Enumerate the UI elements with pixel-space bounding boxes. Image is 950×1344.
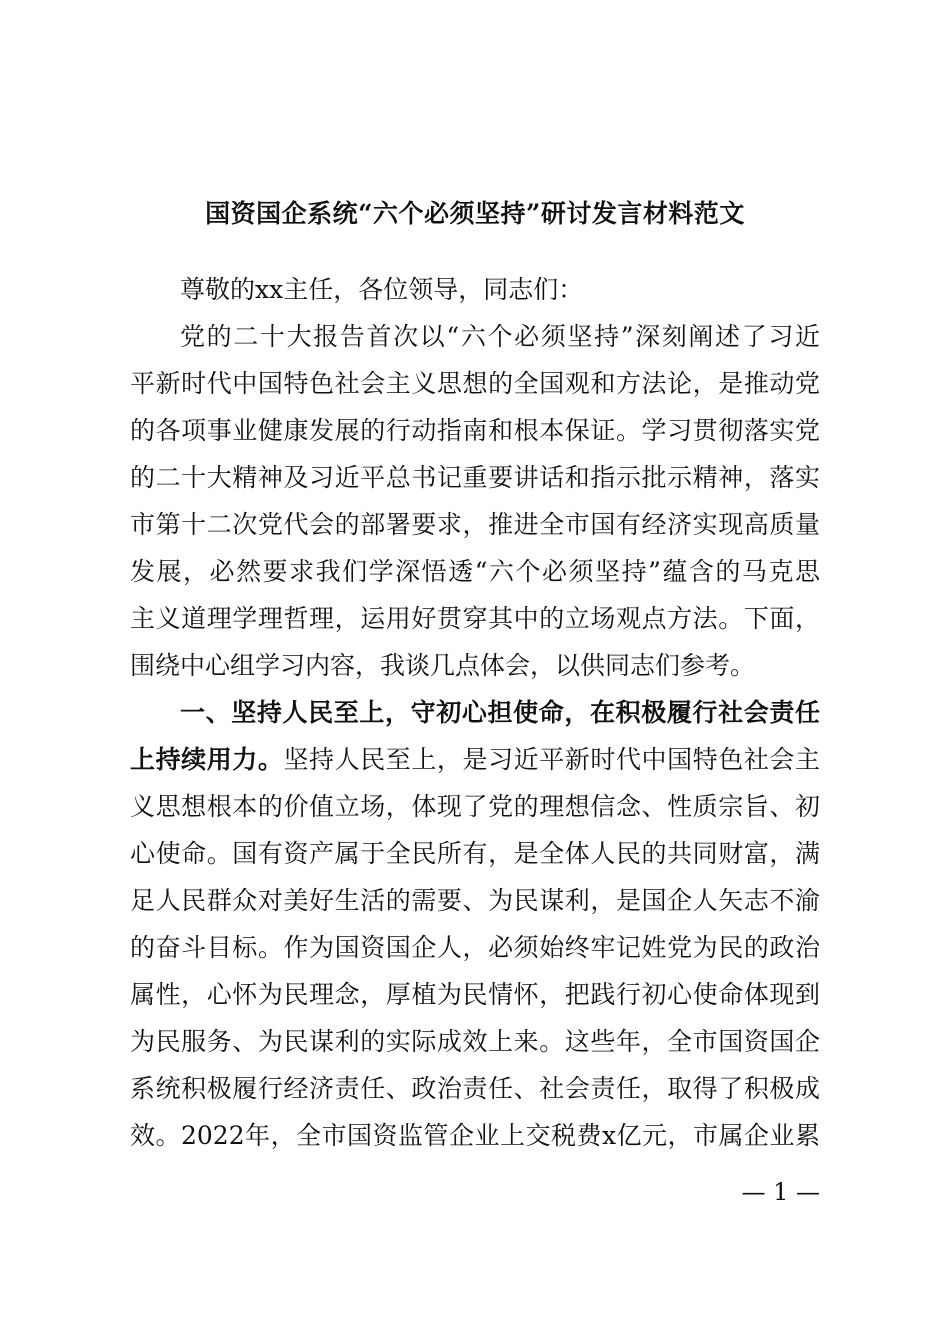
paragraph-line: 市第十二次党代会的部署要求，推进全市国有经济实现高质量 — [130, 510, 820, 539]
paragraph-line: 为民服务、为民谋利的实际成效上来。这些年，全市国资国企 — [130, 1027, 820, 1056]
paragraph-line: 平新时代中国特色社会主义思想的全国观和方法论，是推动党 — [130, 369, 820, 398]
paragraph-line — [130, 736, 820, 783]
paragraph-line: 义思想根本的价值立场，体现了党的理想信念、性质宗旨、初 — [130, 792, 820, 821]
paragraph-line: 系统积极履行经济责任、政治责任、社会责任，取得了积极成 — [130, 1074, 820, 1103]
page-number: — 1 — — [741, 1178, 820, 1206]
paragraph-line: 心使命。国有资产属于全民所有，是全体人民的共同财富，满 — [130, 839, 820, 868]
paragraph-line: 党的二十大报告首次以“六个必须坚持”深刻阐述了习近 — [180, 322, 820, 351]
paragraph-text: 坚持人民至上，是习近平新时代中国特色社会主 — [283, 745, 820, 774]
section-heading-line — [130, 689, 820, 736]
paragraph-line: 的二十大精神及习近平总书记重要讲话和指示批示精神，落实 — [130, 463, 820, 492]
salutation: 尊敬的xx主任，各位领导，同志们： — [180, 275, 584, 304]
paragraph-line: 的奋斗目标。作为国资国企人，必须始终牢记姓党为民的政治 — [130, 933, 820, 962]
paragraph-line: 效。2022年，全市国资监管企业上交税费x亿元，市属企业累 — [130, 1121, 820, 1150]
document-title: 国资国企系统“六个必须坚持”研讨发言材料范文 — [205, 199, 745, 228]
paragraph-line: 足人民群众对美好生活的需要、为民谋利，是国企人矢志不渝 — [130, 886, 820, 915]
paragraph-line: 围绕中心组学习内容，我谈几点体会，以供同志们参考。 — [130, 651, 756, 680]
paragraph-line: 的各项事业健康发展的行动指南和根本保证。学习贯彻落实党 — [130, 416, 820, 445]
document-body — [130, 266, 820, 1159]
section-heading-text: 一、坚持人民至上，守初心担使命，在积极履行社会责任 — [180, 698, 820, 727]
section-heading-text: 上持续用力。 — [130, 745, 284, 774]
paragraph-line: 属性，心怀为民理念，厚植为民情怀，把践行初心使命体现到 — [130, 980, 820, 1009]
paragraph-line: 主义道理学理哲理，运用好贯穿其中的立场观点方法。下面， — [130, 604, 820, 633]
paragraph-line: 发展，必然要求我们学深悟透“六个必须坚持”蕴含的马克思 — [130, 557, 820, 586]
